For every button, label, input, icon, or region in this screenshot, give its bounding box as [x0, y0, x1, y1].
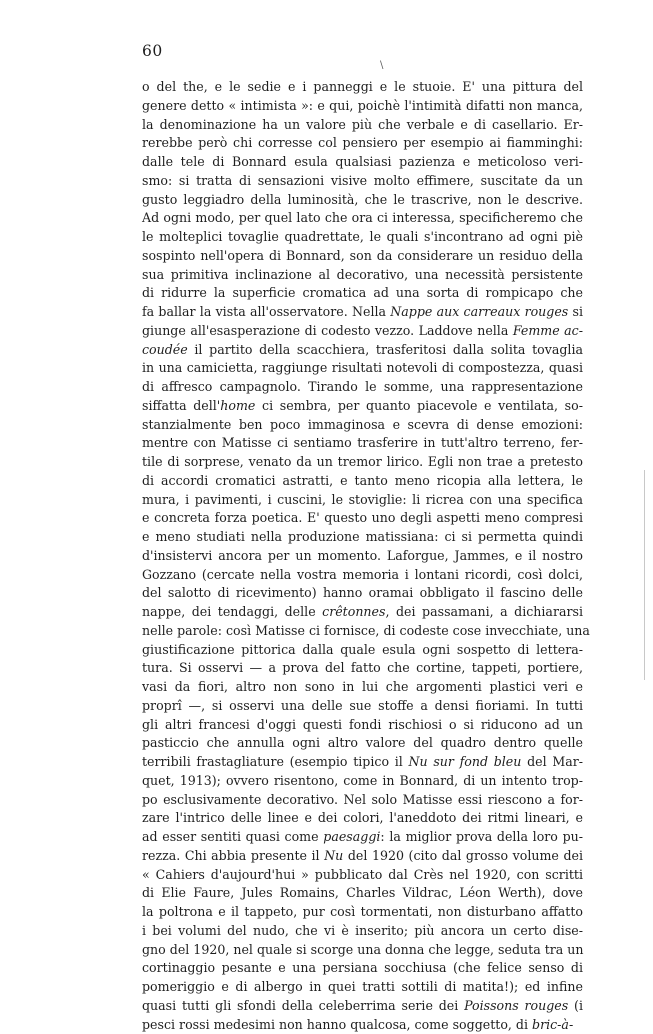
- italic-title: paesaggi: [323, 829, 380, 844]
- text-line: [142, 266, 583, 285]
- text-run: cortinaggio pesante e una persiana socchiusa (che felice senso di: [142, 960, 583, 975]
- text-run: ad esser sentiti quasi come: [142, 829, 323, 844]
- italic-title: Nu sur fond bleu: [408, 754, 521, 769]
- text-line: [142, 153, 583, 172]
- text-run: dalle tele di Bonnard esula qualsiasi pazienza e meticoloso veri-: [142, 154, 583, 169]
- text-run: nelle parole: così Matisse ci fornisce, di codeste cose invecchiate, una: [142, 623, 590, 638]
- text-line: [142, 678, 583, 697]
- text-run: la denominazione ha un valore più che verbale e di casellario. Er-: [142, 117, 583, 132]
- text-line: [142, 809, 583, 828]
- text-line: [142, 247, 583, 266]
- text-line: [142, 172, 583, 191]
- page-edge-rule: [644, 470, 645, 680]
- text-line: [142, 416, 583, 435]
- italic-title: coudée: [142, 342, 188, 357]
- text-line: [142, 884, 583, 903]
- text-line: [142, 584, 583, 603]
- text-run: le molteplici tovaglie quadrettate, le quali s'incontrano ad ogni piè: [142, 229, 583, 244]
- italic-title: Nappe aux carreaux rouges: [390, 304, 568, 319]
- text-line: [142, 622, 583, 641]
- text-line: [142, 303, 583, 322]
- text-line: [142, 1016, 583, 1034]
- text-line: [142, 941, 583, 960]
- text-run: zare l'intrico delle linee e dei colori, l'aneddoto dei ritmi lineari, e: [142, 810, 583, 825]
- text-run: del Mar-: [521, 754, 583, 769]
- text-run: d'insistervi ancora per un momento. Laforgue, Jammes, e il nostro: [142, 548, 583, 563]
- text-run: di ridurre la superficie cromatica ad una sorta di rompicapo che: [142, 285, 583, 300]
- text-line: [142, 378, 583, 397]
- text-line: [142, 847, 583, 866]
- italic-title: home: [220, 398, 255, 413]
- text-line: [142, 509, 583, 528]
- stray-mark: \: [380, 60, 383, 71]
- text-run: Gozzano (cercate nella vostra memoria i lontani ricordi, così dolci,: [142, 567, 583, 582]
- text-run: gno del 1920, nel quale si scorge una donna che legge, seduta tra un: [142, 942, 584, 957]
- text-run: e meno studiati nella produzione matissiana: ci si permetta quindi: [142, 529, 583, 544]
- text-run: si: [568, 304, 583, 319]
- text-run: stanzialmente ben poco immaginosa e scevra di dense emozioni:: [142, 417, 583, 432]
- text-line: [142, 641, 583, 660]
- text-line: [142, 191, 583, 210]
- text-run: ci sembra, per quanto piacevole e ventilata, so-: [255, 398, 583, 413]
- text-line: [142, 284, 583, 303]
- text-line: [142, 228, 583, 247]
- text-run: gusto leggiadro della luminosità, che le trascrive, non le descrive.: [142, 192, 583, 207]
- text-run: pomeriggio e di albergo in quei tratti sottili di matita!); ed infine: [142, 979, 583, 994]
- text-line: [142, 209, 583, 228]
- text-line: [142, 697, 583, 716]
- page-number: 60: [142, 42, 163, 60]
- text-line: [142, 322, 583, 341]
- text-run: proprî —, si osservi una delle sue stoffe a densi fioriami. In tutti: [142, 698, 583, 713]
- text-run: del salotto di ricevimento) hanno oramai obbligato il fascino delle: [142, 585, 583, 600]
- text-line: [142, 359, 583, 378]
- text-line: [142, 866, 583, 885]
- italic-title: Poissons rouges: [464, 998, 568, 1013]
- text-line: [142, 116, 583, 135]
- text-line: [142, 959, 583, 978]
- text-run: smo: si tratta di sensazioni visive molto effimere, suscitate da un: [142, 173, 583, 188]
- text-line: [142, 753, 583, 772]
- body-text: [142, 78, 583, 1034]
- italic-title: Nu: [324, 848, 343, 863]
- text-line: [142, 716, 583, 735]
- text-run: fa ballar la vista all'osservatore. Nella: [142, 304, 390, 319]
- text-run: pesci rossi medesimi non hanno qualcosa, come soggetto, di: [142, 1017, 532, 1032]
- text-run: : la miglior prova della loro pu-: [380, 829, 583, 844]
- text-line: [142, 791, 583, 810]
- text-run: giunge all'esasperazione di codesto vezzo. Laddove nella: [142, 323, 513, 338]
- text-line: [142, 903, 583, 922]
- text-run: gli altri francesi d'oggi questi fondi rischiosi o si riducono ad un: [142, 717, 583, 732]
- text-run: « Cahiers d'aujourd'hui » pubblicato dal Crès nel 1920, con scritti: [142, 867, 583, 882]
- text-line: [142, 922, 583, 941]
- text-line: [142, 97, 583, 116]
- text-line: [142, 547, 583, 566]
- text-run: sua primitiva inclinazione al decorativo, una necessità persistente: [142, 267, 583, 282]
- text-run: quasi tutti gli sfondi della celeberrima serie dei: [142, 998, 464, 1013]
- text-run: Ad ogni modo, per quel lato che ora ci interessa, specificheremo che: [142, 210, 583, 225]
- text-line: [142, 828, 583, 847]
- text-line: [142, 603, 583, 622]
- text-run: nappe, dei tendaggi, delle: [142, 604, 322, 619]
- text-run: di accordi cromatici astratti, e tanto meno ricopia alla lettera, le: [142, 473, 583, 488]
- text-run: rerebbe però chi corresse col pensiero per esempio ai fiamminghi:: [142, 135, 583, 150]
- text-run: genere detto « intimista »: e qui, poichè l'intimità difatti non manca,: [142, 98, 583, 113]
- text-run: pasticcio che annulla ogni altro valore del quadro dentro quelle: [142, 735, 583, 750]
- text-line: [142, 434, 583, 453]
- text-run: e concreta forza poetica. E' questo uno degli aspetti meno compresi: [142, 510, 583, 525]
- italic-title: crêtonnes: [322, 604, 385, 619]
- text-run: vasi da fiori, altro non sono in lui che argomenti plastici veri e: [142, 679, 583, 694]
- text-run: del 1920 (cito dal grosso volume dei: [343, 848, 583, 863]
- text-line: [142, 772, 583, 791]
- text-line: [142, 472, 583, 491]
- text-run: quet, 1913); ovvero risentono, come in Bonnard, di un intento trop-: [142, 773, 583, 788]
- text-line: [142, 734, 583, 753]
- text-line: [142, 528, 583, 547]
- text-run: rezza. Chi abbia presente il: [142, 848, 324, 863]
- text-run: po esclusivamente decorativo. Nel solo Matisse essi riescono a for-: [142, 792, 583, 807]
- text-line: [142, 453, 583, 472]
- text-run: (i: [568, 998, 583, 1013]
- text-line: [142, 78, 583, 97]
- text-run: , dei passamani, a dichiararsi: [385, 604, 583, 619]
- text-run: terribili frastagliature (esempio tipico il: [142, 754, 408, 769]
- text-line: [142, 491, 583, 510]
- text-run: tura. Si osservi — a prova del fatto che cortine, tappeti, portiere,: [142, 660, 583, 675]
- text-run: tile di sorprese, venato da un tremor lirico. Egli non trae a pretesto: [142, 454, 583, 469]
- text-run: mura, i pavimenti, i cuscini, le stoviglie: li ricrea con una specifica: [142, 492, 583, 507]
- text-run: la poltrona e il tappeto, pur così tormentati, non disturbano affatto: [142, 904, 583, 919]
- text-run: o del the, e le sedie e i panneggi e le stuoie. E' una pittura del: [142, 79, 583, 94]
- text-run: di Elie Faure, Jules Romains, Charles Vildrac, Léon Werth), dove: [142, 885, 583, 900]
- text-run: i bei volumi del nudo, che vi è inserito; più ancora un certo dise-: [142, 923, 583, 938]
- text-run: il partito della scacchiera, trasferitosi dalla solita tovaglia: [188, 342, 583, 357]
- text-run: siffatta dell': [142, 398, 220, 413]
- text-run: in una camicietta, raggiunge risultati notevoli di compostezza, quasi: [142, 360, 583, 375]
- text-run: giustificazione pittorica dalla quale esula ogni sospetto di lettera-: [142, 642, 583, 657]
- text-run: mentre con Matisse ci sentiamo trasferire in tutt'altro terreno, fer-: [142, 435, 583, 450]
- text-line: [142, 659, 583, 678]
- text-line: [142, 134, 583, 153]
- text-line: [142, 397, 583, 416]
- text-run: sospinto nell'opera di Bonnard, son da considerare un residuo della: [142, 248, 583, 263]
- text-run: di affresco campagnolo. Tirando le somme, una rappresentazione: [142, 379, 583, 394]
- text-line: [142, 566, 583, 585]
- italic-title: bric-à-: [532, 1017, 573, 1032]
- text-line: [142, 341, 583, 360]
- italic-title: Femme ac-: [513, 323, 583, 338]
- text-line: [142, 978, 583, 997]
- text-line: [142, 997, 583, 1016]
